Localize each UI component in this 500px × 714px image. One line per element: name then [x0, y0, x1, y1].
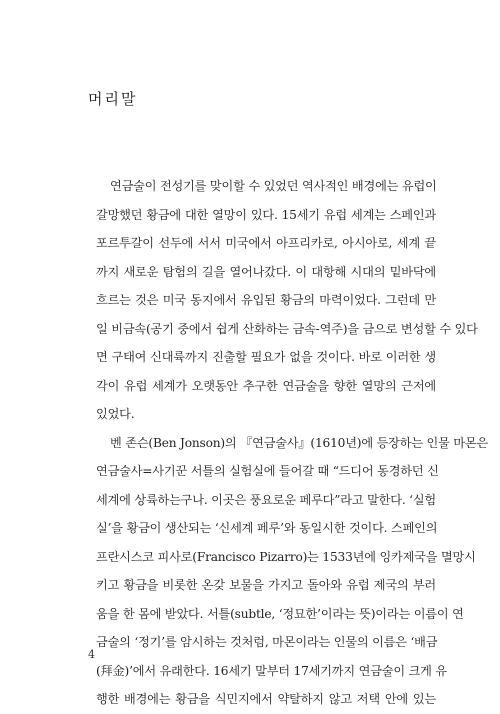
- chapter-title: 머리말: [88, 90, 138, 108]
- text-line: (拜金)’에서 유래한다. 16세기 말부터 17세기까지 연금술이 크게 유: [96, 663, 447, 678]
- text-line: 각이 유럽 세계가 오랫동안 추구한 연금술을 향한 열망의 근저에: [96, 378, 436, 393]
- text-line: 면 구태여 신대륙까지 진출할 필요가 없을 것이다. 바로 이러한 생: [96, 350, 436, 364]
- text-line: 세계에 상륙하는구나. 이곳은 풍요로운 페루다”라고 말한다. ‘실험: [96, 492, 436, 507]
- text-line: 있었다.: [96, 407, 135, 421]
- text-line: 움을 한 몸에 받았다. 서틀(subtle, ‘정묘한’이라는 뜻)이라는 이름이 연: [96, 606, 464, 621]
- text-line: 까지 새로운 탐험의 길을 열어나갔다. 이 대항해 시대의 밑바닥에: [96, 264, 436, 279]
- text-line: 흐르는 것은 미국 동지에서 유입된 황금의 마력이었다. 그런데 만: [96, 293, 436, 307]
- text-line: 연금술사=사기꾼 서틀의 실험실에 들어갈 때 “드디어 동경하던 신: [96, 464, 439, 478]
- body-text: [96, 172, 489, 714]
- page-number: 4: [88, 648, 95, 661]
- text-line: 벤 존슨(Ben Jonson)의 『연금술사』(1610년)에 등장하는 인물 마몬은: [110, 435, 489, 450]
- text-line: 금술의 ‘정기’를 암시하는 것처럼, 마몬이라는 인물의 이름은 ‘배금: [96, 635, 438, 649]
- text-line: 실’을 황금이 생산되는 ‘신세계 페루’와 동일시한 것이다. 스페인의: [96, 521, 438, 535]
- text-line: 갈망했던 황금에 대한 열망이 있다. 15세기 유럽 세계는 스페인과: [96, 207, 436, 222]
- text-line: 행한 배경에는 황금을 식민지에서 약탈하지 않고 저택 안에 있는: [96, 692, 436, 706]
- text-line: 일 비금속(공기 중에서 쉽게 산화하는 금속-역주)을 금으로 변성할 수 있다: [96, 321, 478, 336]
- text-line: 연금술이 전성기를 맞이할 수 있었던 역사적인 배경에는 유럽이: [110, 179, 437, 193]
- text-line: 프란시스코 피사로(Francisco Pizarro)는 1533년에 잉카제국을 멸망시: [96, 549, 476, 564]
- text-line: 키고 황금을 비롯한 온갖 보물을 가지고 돌아와 유럽 제국의 부러: [96, 578, 436, 592]
- text-line: 포르투갈이 선두에 서서 미국에서 아프리카로, 아시아로, 세계 끝: [96, 236, 436, 250]
